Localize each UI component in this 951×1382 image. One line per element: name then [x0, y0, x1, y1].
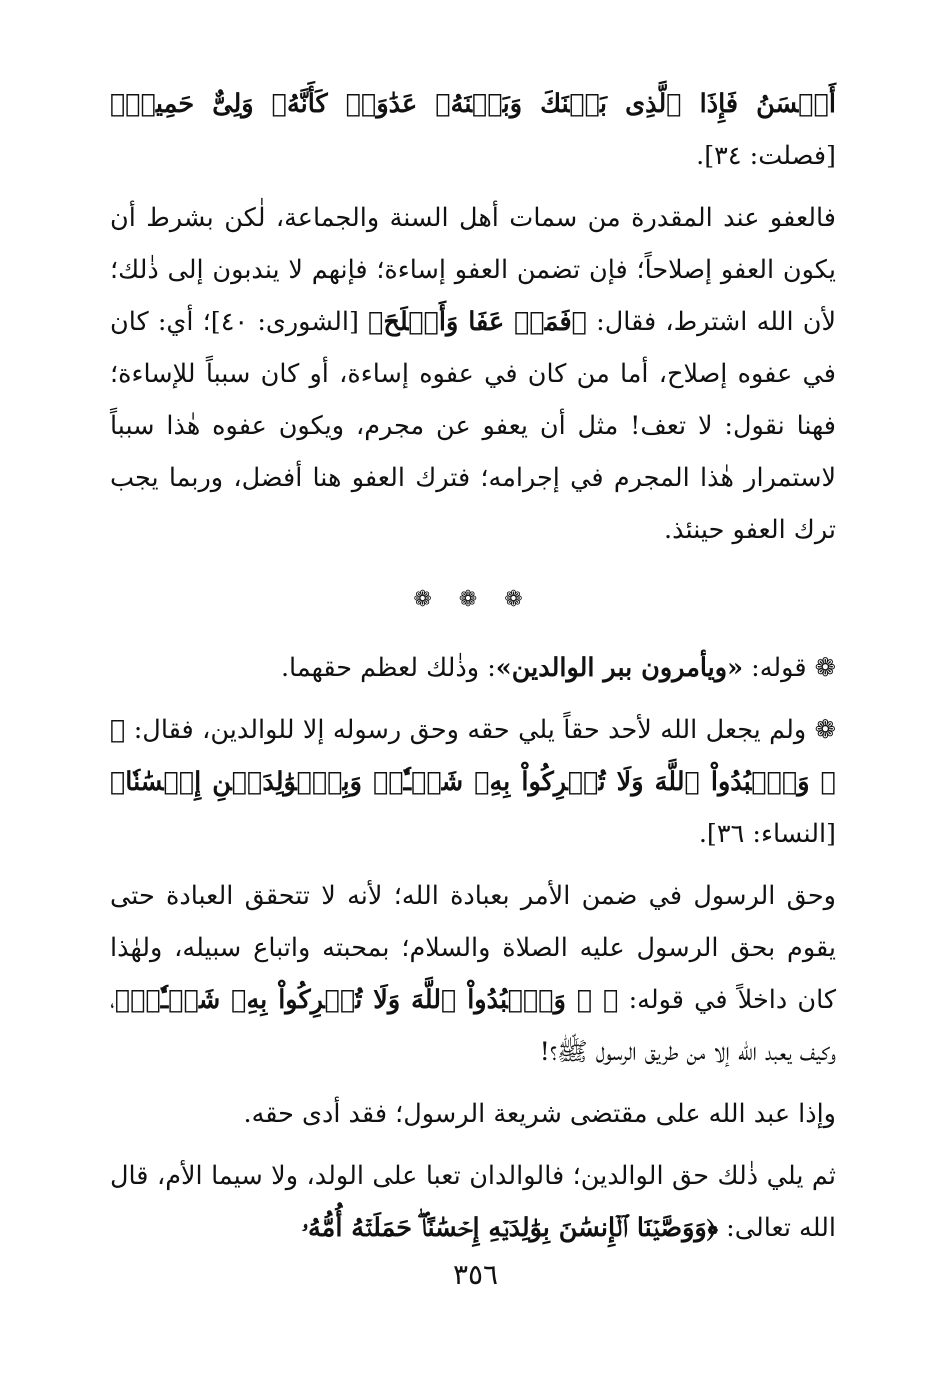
paragraph-forgiveness	[110, 192, 836, 556]
paragraph-messenger-right	[110, 870, 836, 1078]
paragraph-text: ❁ ولم يجعل الله لأحد حقاً يلي حقه وحق رسوله إلا للوالدين، فقال:	[125, 715, 836, 745]
paragraph-quote-heading	[110, 642, 836, 694]
paragraph-parents-toil	[110, 1150, 836, 1254]
quran-verse: ﴿فَمَنۡ عَفَا وَأَصۡلَحَ﴾	[368, 307, 587, 337]
paragraph-worship-sharia	[110, 1088, 836, 1140]
quran-verse: أَحۡسَنُ فَإِذَا ٱلَّذِى بَيۡنَكَ وَبَيۡنَهُۥ عَدَٰوَةٞ كَأَنَّهُۥ وَلِىٌّ حَمِيمٞ﴾	[110, 89, 836, 119]
paragraph-text: ❁ قوله:	[743, 653, 836, 683]
paragraph-text: ثم يلي ذٰلك حق الوالدين؛ فالوالدان تعبا على الولد، ولا سيما الأم، قال الله تعالى:	[110, 1161, 836, 1243]
paragraph-text: [الشورى: ٤٠]؛ أي: كان في عفوه إصلاح، أما من كان في عفوه إساءة، أو كان سبباً للإساءة؛ فهنا نقول: لا تعف! مثل أن يعفو عن مجرم، ويكون عفوه هٰذا سبباً لاستمرار هٰذا المجرم في إجرامه؛ فترك العفو هنا أفضل، وربما يجب ترك العفو حينئذ.	[110, 307, 836, 545]
quran-verse: ﴿وَوَصَّيۡنَا ٱلۡإِنسَٰنَ بِوَٰلِدَيۡهِ إِحۡسَٰنًاۖ حَمَلَتۡهُ أُمُّهُۥ	[301, 1213, 719, 1243]
paragraph-text: : وذٰلك لعظم حقهما.	[280, 653, 496, 683]
verse-reference: [النساء: ٣٦].	[698, 819, 836, 849]
paragraph-parents-right	[110, 704, 836, 860]
paragraph-text: فالعفو عند المقدرة من سمات أهل السنة والجماعة، لٰكن بشرط أن يكون العفو إصلاحاً؛ فإن تضمن العفو إساءة؛ فإنهم لا يندبون إلى ذٰلك؛ لأن الله اشترط، فقال:	[110, 203, 836, 337]
page-body	[110, 78, 836, 1264]
quran-verse: ﴿ ۞ وَٱعۡبُدُواْ ٱللَّهَ وَلَا تُشۡرِكُواْ بِهِۦ شَيۡـٔٗاۖ وَبِٱلۡوَٰلِدَيۡنِ إِحۡسَٰنٗا﴾	[110, 715, 836, 797]
verse-reference: [فصلت: ٣٤].	[696, 141, 836, 171]
quoted-phrase: «ويأمرون ببر الوالدين»	[495, 653, 744, 683]
paragraph-verse-fussilat	[110, 78, 836, 182]
section-separator	[110, 574, 836, 626]
separator-stars: ❁ ❁ ❁	[413, 587, 533, 612]
paragraph-text: وحق الرسول في ضمن الأمر بعبادة الله؛ لأنه لا تتحقق العبادة حتى يقوم بحق الرسول عليه الصلاة والسلام؛ بمحبته واتباع سبيله، ولهٰذا كان داخلاً في قوله:	[110, 881, 836, 1015]
paragraph-text: ، وكيف يعبد الله إلا من طريق الرسول ﷺ؟!	[110, 985, 836, 1067]
page-number: ٣٥٦	[452, 1258, 499, 1291]
quran-verse: ﴿ ۞ وَٱعۡبُدُواْ ٱللَّهَ وَلَا تُشۡرِكُواْ بِهِۦ شَيۡـٔٗاۖ﴾	[114, 985, 619, 1015]
paragraph-text: وإذا عبد الله على مقتضى شريعة الرسول؛ فقد أدى حقه.	[243, 1099, 836, 1129]
